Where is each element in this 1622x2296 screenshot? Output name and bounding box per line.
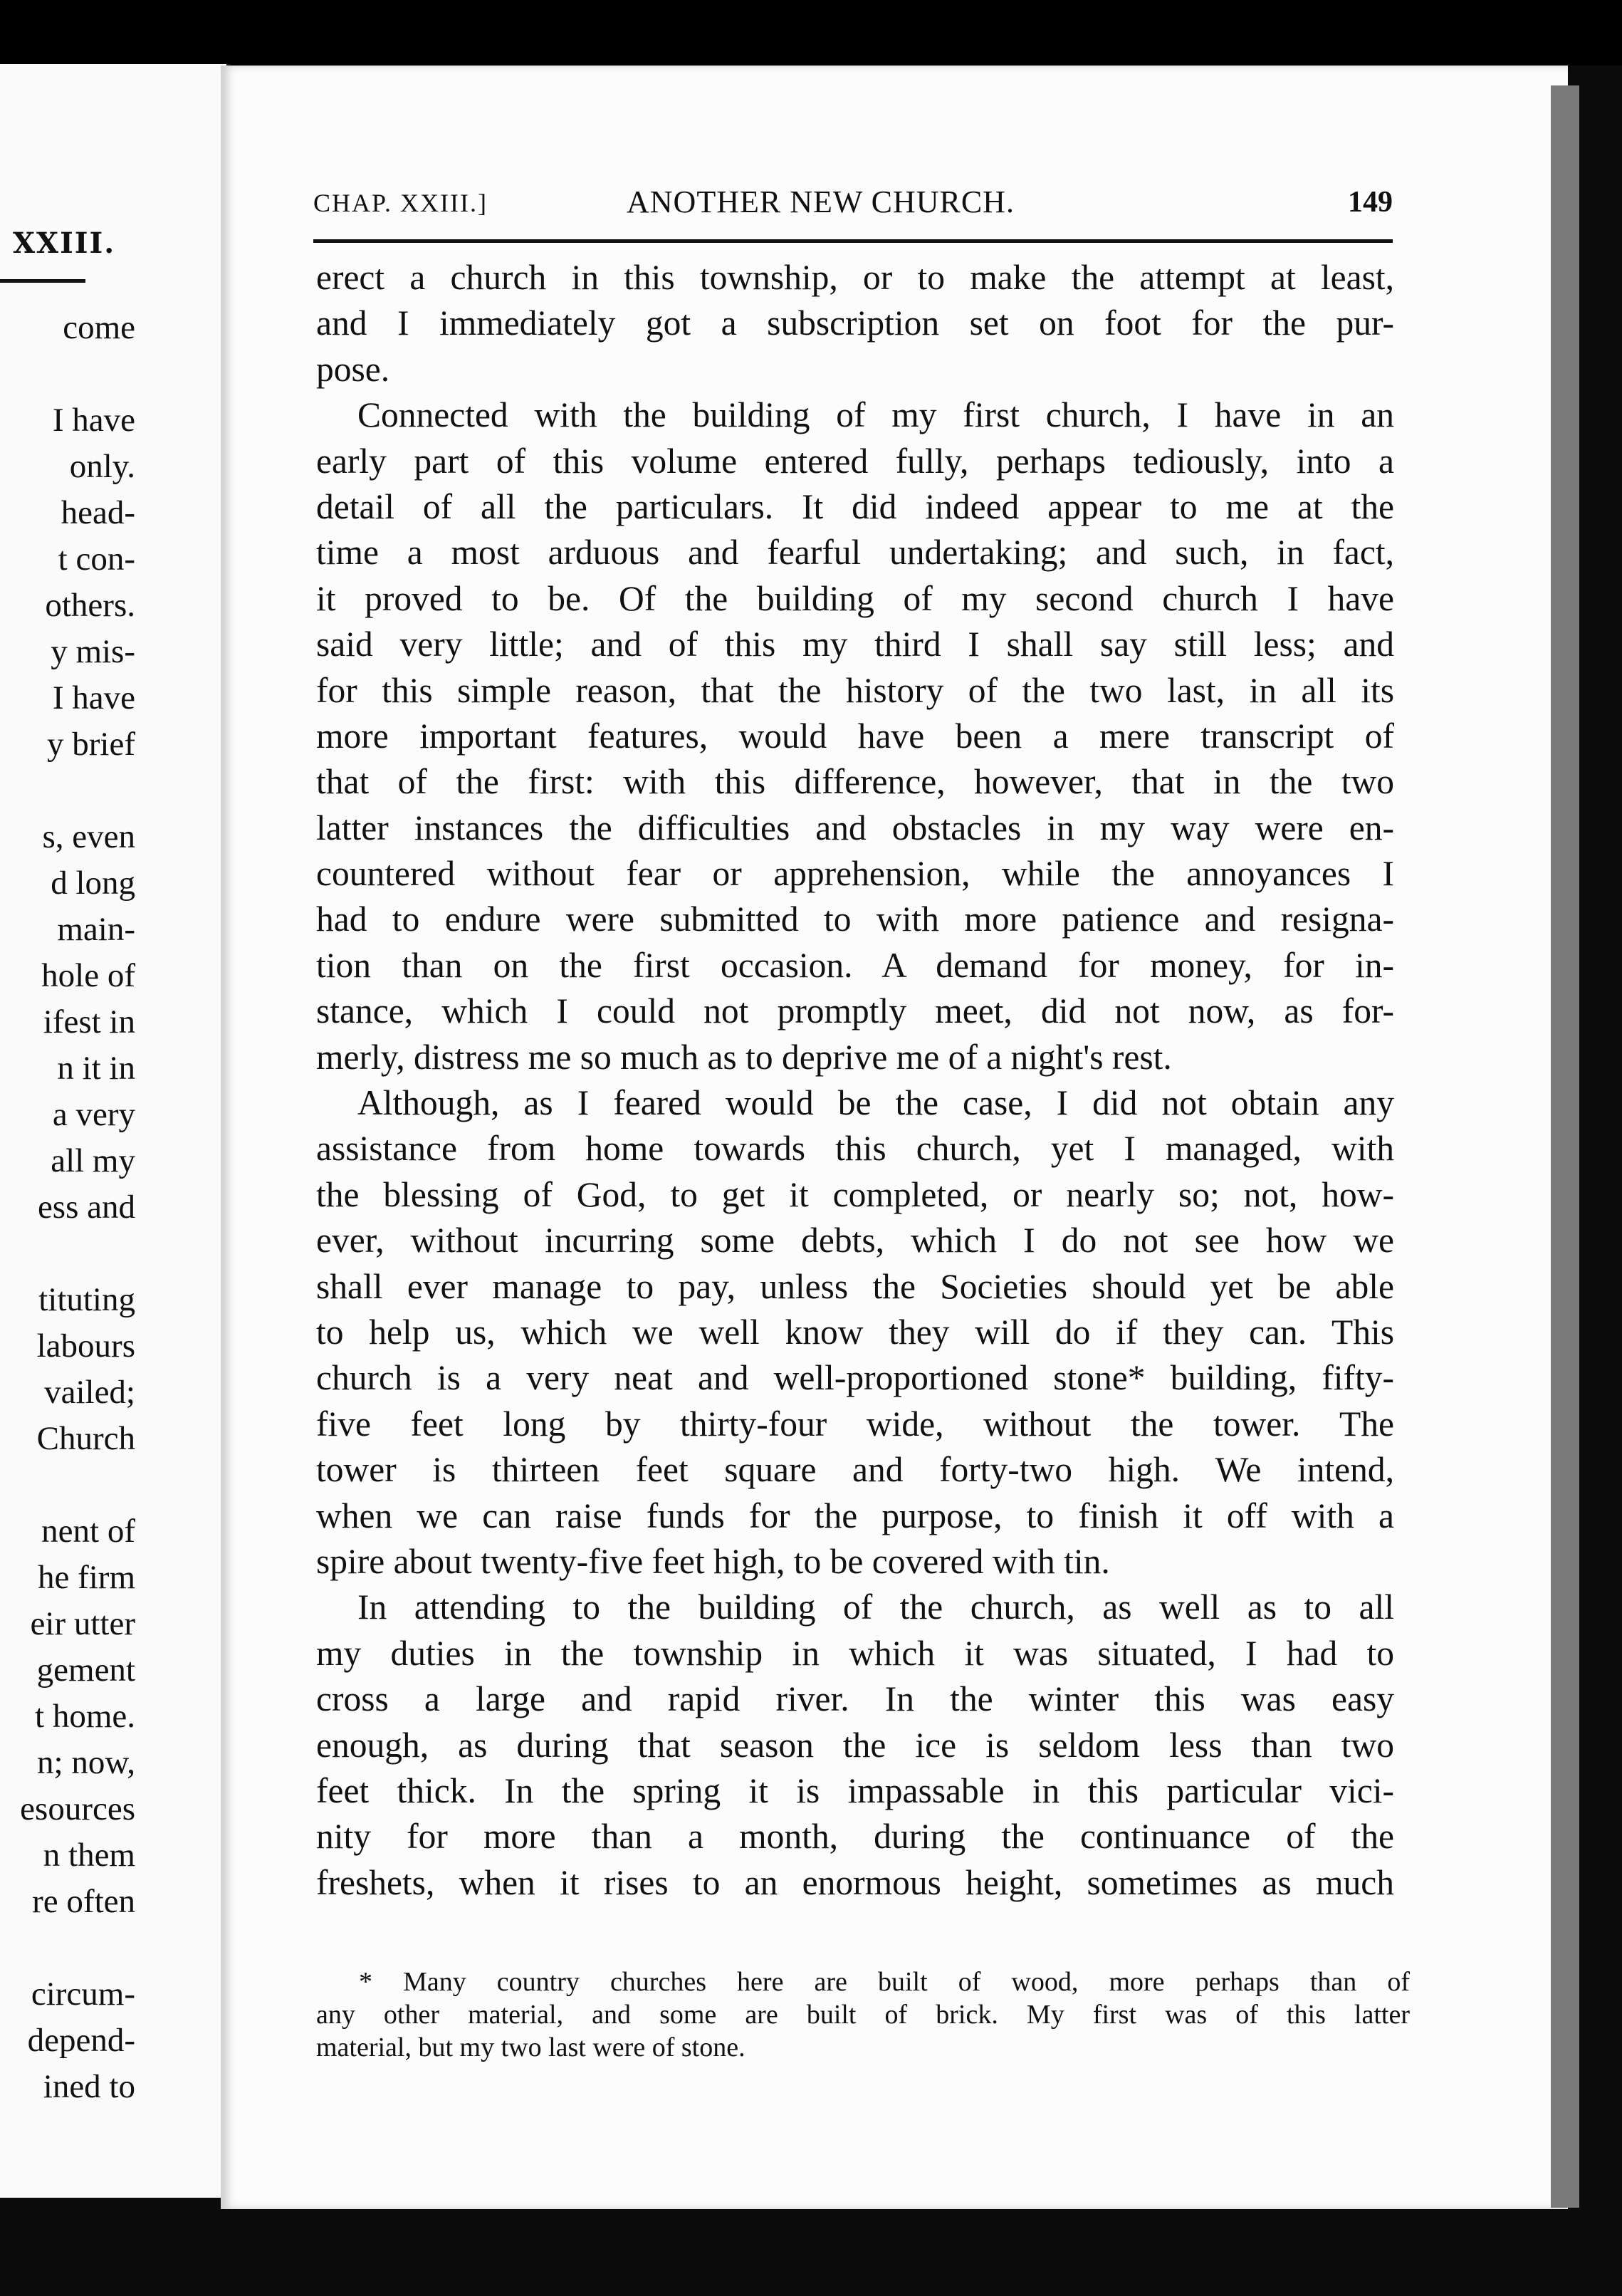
text-line: tower is thirteen feet square and forty-two high. We intend, <box>316 1450 1394 1490</box>
facing-page-line: hole of <box>41 957 135 994</box>
text-line: countered without fear or apprehension, while the annoyances I <box>316 854 1394 894</box>
chapter-title: ANOTHER NEW CHURCH. <box>627 184 1015 219</box>
facing-page-line: come <box>63 309 135 346</box>
facing-page-line: n; now, <box>37 1744 135 1781</box>
facing-page-line: n them <box>43 1837 135 1874</box>
text-line: spire about twenty-five feet high, to be covered with tin. <box>316 1541 1110 1581</box>
facing-page-line: re often <box>32 1883 135 1920</box>
chapter-label: CHAP. XXIII.] <box>313 189 488 217</box>
facing-page-line: ifest in <box>43 1003 135 1040</box>
footnote-line: * Many country churches here are built of wood, more perhaps than of <box>359 1967 1410 1997</box>
text-line: Although, as I feared would be the case, I did not obtain any <box>357 1083 1394 1123</box>
header-rule <box>313 239 1393 243</box>
facing-page-line: others. <box>45 587 135 624</box>
text-line: when we can raise funds for the purpose, to finish it off with a <box>316 1496 1394 1535</box>
text-line: for this simple reason, that the history of the two last, in all its <box>316 670 1394 710</box>
text-line: cross a large and rapid river. In the winter this was easy <box>316 1679 1394 1719</box>
text-line: my duties in the township in which it was situated, I had to <box>316 1633 1394 1673</box>
footnote <box>316 1966 1410 2064</box>
page-edge-shadow <box>1551 85 1579 2208</box>
text-line: and I immediately got a subscription set on foot for the pur- <box>316 303 1394 343</box>
facing-page-lines <box>0 305 135 2110</box>
facing-page-line <box>0 1462 135 1508</box>
facing-page-line <box>0 1925 135 1971</box>
text-line: freshets, when it rises to an enormous height, sometimes as much <box>316 1862 1394 1902</box>
text-line: shall ever manage to pay, unless the Societies should yet be able <box>316 1266 1394 1306</box>
facing-page-rule <box>0 279 85 283</box>
facing-page-line: ined to <box>43 2068 135 2105</box>
text-line: erect a church in this township, or to make the attempt at least, <box>316 258 1394 297</box>
text-line: early part of this volume entered fully, perhaps tediously, into a <box>316 441 1394 481</box>
facing-page-line: vailed; <box>44 1374 135 1411</box>
facing-page-line: tituting <box>38 1281 135 1318</box>
text-line: tion than on the first occasion. A demand for money, for in- <box>316 945 1394 985</box>
text-line: time a most arduous and fearful undertaking; and such, in fact, <box>316 533 1394 573</box>
facing-page-line: a very <box>52 1096 135 1133</box>
text-line: nity for more than a month, during the continuance of the <box>316 1817 1394 1857</box>
text-line: In attending to the building of the church, as well as to all <box>357 1587 1394 1627</box>
facing-page-line: t con- <box>58 541 135 578</box>
text-line: ever, without incurring some debts, which I do not see how we <box>316 1221 1394 1261</box>
text-line: merly, distress me so much as to deprive me of a night's rest. <box>316 1037 1172 1077</box>
facing-page-line: Church <box>36 1420 135 1457</box>
text-line: detail of all the particulars. It did indeed appear to me at the <box>316 486 1394 526</box>
facing-page-line: main- <box>57 911 135 948</box>
text-line: pose. <box>316 349 390 389</box>
facing-page-line: I have <box>52 402 135 439</box>
text-line: Connected with the building of my first church, I have in an <box>357 395 1394 435</box>
page-number: 149 <box>1348 186 1393 219</box>
footnote-line: any other material, and some are built of brick. My first was of this latter <box>316 2000 1410 2030</box>
footnote-line: material, but my two last were of stone. <box>316 2033 745 2062</box>
text-line: that of the first: with this difference, however, that in the two <box>316 762 1394 802</box>
text-line: said very little; and of this my third I shall say still less; and <box>316 625 1394 664</box>
facing-page-line: s, even <box>42 818 135 855</box>
facing-page-line: he firm <box>37 1559 135 1596</box>
facing-page-line: ess and <box>37 1189 135 1226</box>
facing-page-line <box>0 1231 135 1277</box>
facing-page-line: esources <box>20 1790 135 1827</box>
facing-page-line: depend- <box>27 2022 135 2059</box>
text-line: to help us, which we well know they will do if they can. This <box>316 1312 1394 1352</box>
facing-page-line <box>0 768 135 814</box>
facing-page-line: gement <box>36 1651 135 1689</box>
facing-page-header: XXIII. <box>13 226 116 260</box>
facing-page-line: eir utter <box>30 1605 135 1642</box>
running-head <box>313 184 1393 226</box>
text-line: five feet long by thirty-four wide, without the tower. The <box>316 1404 1394 1444</box>
facing-page-line: n it in <box>57 1050 135 1087</box>
facing-page-fragment <box>0 64 231 2198</box>
text-line: latter instances the difficulties and obstacles in my way were en- <box>316 808 1394 847</box>
text-line: the blessing of God, to get it completed, or nearly so; not, how- <box>316 1174 1394 1214</box>
text-line: it proved to be. Of the building of my second church I have <box>316 578 1394 618</box>
facing-page-line: y mis- <box>51 633 135 670</box>
facing-page-line: y brief <box>47 726 135 763</box>
text-line: church is a very neat and well-proportioned stone* building, fifty- <box>316 1358 1394 1398</box>
text-line: stance, which I could not promptly meet, did not now, as for- <box>316 991 1394 1031</box>
facing-page-line: I have <box>52 679 135 716</box>
facing-page-line: nent of <box>41 1513 135 1550</box>
body-text <box>316 255 1394 1906</box>
facing-page-line: t home. <box>35 1698 135 1735</box>
facing-page-line: head- <box>61 494 135 531</box>
facing-page-line: all my <box>51 1142 135 1179</box>
text-line: assistance from home towards this church, yet I managed, with <box>316 1129 1394 1169</box>
facing-page-line: d long <box>51 865 135 902</box>
text-line: had to endure were submitted to with more patience and resigna- <box>316 899 1394 939</box>
text-line: enough, as during that season the ice is seldom less than two <box>316 1725 1394 1765</box>
text-line: feet thick. In the spring it is impassable in this particular vici- <box>316 1770 1394 1810</box>
scan-border-top <box>0 0 1622 66</box>
text-line: more important features, would have been a mere transcript of <box>316 716 1394 756</box>
facing-page-line: only. <box>69 448 135 485</box>
facing-page-line: labours <box>36 1327 135 1364</box>
facing-page-line: circum- <box>31 1976 135 2013</box>
facing-page-line <box>0 351 135 397</box>
